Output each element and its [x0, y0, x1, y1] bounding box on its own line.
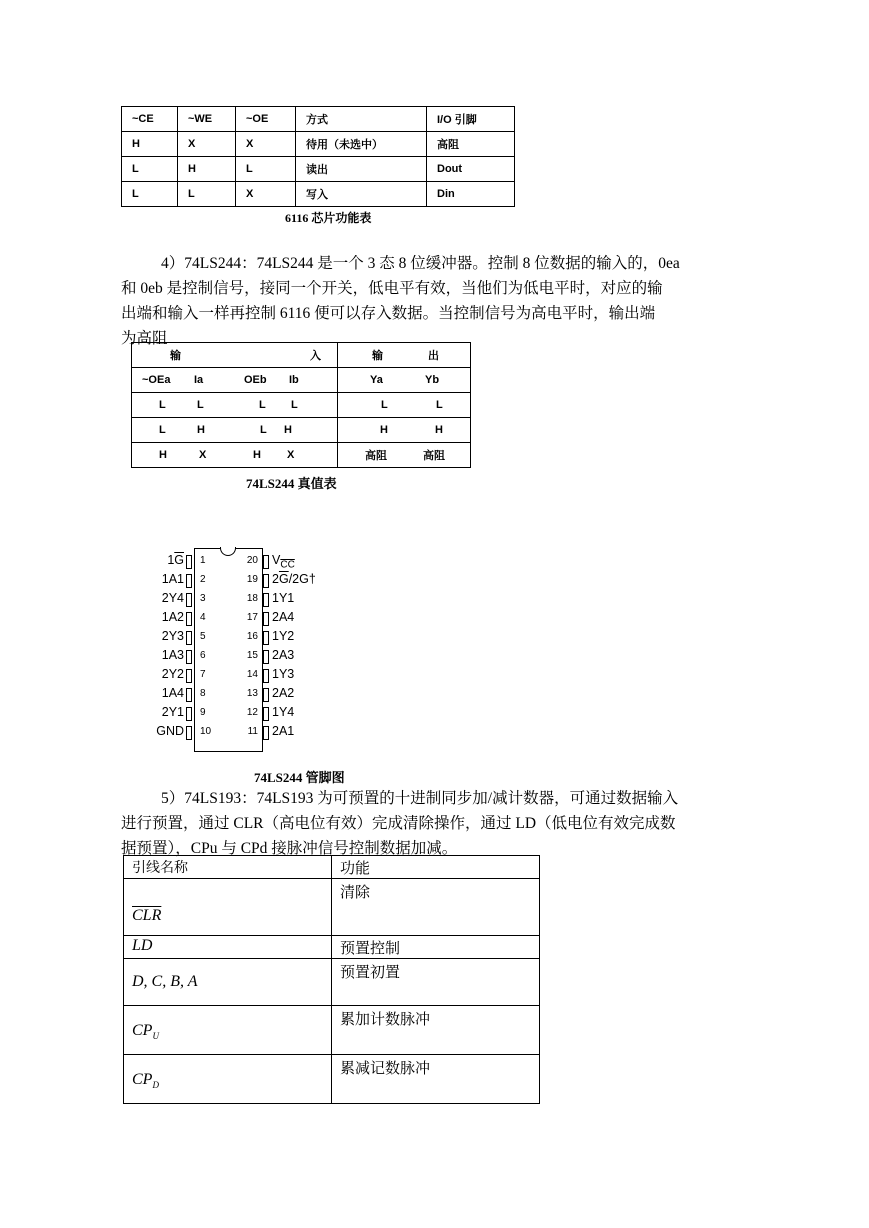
function-cell: 累加计数脉冲 — [332, 1006, 540, 1055]
pin-label: 1Y3 — [272, 667, 295, 681]
truth-value: H — [380, 424, 388, 436]
pin-label: $2\overline{G}/2G\dagger$ — [272, 572, 316, 586]
table-row — [132, 443, 471, 468]
pin-number: 6 — [200, 650, 206, 661]
truth-value: H — [253, 449, 261, 461]
pin-number: 20 — [246, 555, 258, 566]
pin-lead — [186, 593, 192, 607]
table-header-row — [124, 856, 540, 879]
pin-number: 16 — [246, 631, 258, 642]
table-row — [124, 959, 540, 1006]
truth-value: L — [197, 399, 204, 411]
header-cell: 引线名称 — [124, 856, 332, 879]
table-cell: X — [178, 132, 236, 157]
function-cell: 预置控制 — [332, 936, 540, 959]
table-cell: H — [122, 132, 178, 157]
pin-lead — [186, 631, 192, 645]
pin-lead — [186, 707, 192, 721]
pin-label: 2Y2 — [161, 667, 184, 681]
truth-value: L — [291, 399, 298, 411]
subheader-cell: Yb — [425, 374, 440, 386]
chip-pinout-diagram — [140, 545, 360, 755]
header-cell-output — [338, 343, 471, 368]
pin-number: 1 — [200, 555, 206, 566]
table-6116 — [121, 106, 515, 207]
pin-lead — [263, 574, 269, 588]
pin-label: 1A4 — [161, 686, 184, 700]
pin-label: $1\overline{G}$ — [167, 553, 184, 567]
truth-value: L — [259, 399, 266, 411]
table-caption-6116: 6116 芯片功能表 — [285, 211, 372, 225]
pin-lead — [263, 555, 269, 569]
pin-label: 1A2 — [161, 610, 184, 624]
pin-label: GND — [156, 724, 184, 738]
pin-lead — [186, 650, 192, 664]
truth-value: H — [435, 424, 443, 436]
table-row — [124, 936, 540, 959]
pin-name-clr: $\overline{CLR}$ — [132, 907, 162, 924]
function-cell: 累减记数脉冲 — [332, 1055, 540, 1104]
table-cell: H — [178, 157, 236, 182]
pin-lead — [186, 688, 192, 702]
truth-value: 高阻 — [365, 450, 387, 462]
table-cell: 待用（未选中） — [296, 132, 427, 157]
table-row — [122, 157, 515, 182]
header-input-left: 输 — [170, 350, 181, 362]
paragraph-line: 5）74LS193：74LS193 为可预置的十进制同步加/减计数器，可通过数据输入 — [161, 790, 679, 807]
pin-name-ld: LD — [132, 937, 153, 954]
pin-number: 13 — [246, 688, 258, 699]
pin-label: 2A2 — [272, 686, 295, 700]
truth-value: 高阻 — [423, 450, 445, 462]
pin-number: 5 — [200, 631, 206, 642]
pin-lead — [186, 574, 192, 588]
pin-name-dcba: D, C, B, A — [132, 973, 198, 990]
pin-name-cpu: $CP_U$ — [132, 1022, 159, 1042]
paragraph-line: 4）74LS244：74LS244 是一个 3 态 8 位缓冲器。控制 8 位数据的输入的，0ea — [161, 255, 680, 272]
pin-lead — [263, 688, 269, 702]
table-row — [122, 132, 515, 157]
pin-name-cell — [124, 936, 332, 959]
pin-label: 2A4 — [272, 610, 295, 624]
table-cell: L — [236, 157, 296, 182]
header-output-left: 输 — [372, 350, 383, 362]
header-cell: I/O 引脚 — [427, 107, 515, 132]
table-caption-74ls244: 74LS244 真值表 — [246, 476, 337, 491]
table-cell: L — [178, 182, 236, 207]
table-row — [124, 1006, 540, 1055]
pin-lead — [263, 726, 269, 740]
pin-number: 12 — [246, 707, 258, 718]
pin-number: 14 — [246, 669, 258, 680]
pin-name-cell — [124, 879, 332, 936]
table-cell: 读出 — [296, 157, 427, 182]
paragraph-line: 出端和输入一样再控制 6116 便可以存入数据。当控制信号为高电平时，输出端 — [121, 305, 656, 322]
paragraph-74ls193 — [121, 786, 741, 861]
table-cell — [132, 418, 338, 443]
table-74ls244-truth — [131, 342, 471, 468]
paragraph-line: 据预置），CPu 与 CPd 接脉冲信号控制数据加减。 — [121, 840, 458, 857]
table-cell: L — [122, 157, 178, 182]
table-cell — [338, 393, 471, 418]
pin-name-cell — [124, 1006, 332, 1055]
truth-value: H — [197, 424, 205, 436]
table-cell: 写入 — [296, 182, 427, 207]
truth-value: L — [260, 424, 267, 436]
header-cell: ~WE — [178, 107, 236, 132]
pin-lead — [186, 555, 192, 569]
table-cell — [338, 443, 471, 468]
paragraph-74ls244 — [121, 251, 741, 351]
pin-lead — [263, 612, 269, 626]
paragraph-line: 进行预置，通过 CLR（高电位有效）完成清除操作，通过 LD（低电位有效完成数 — [121, 815, 676, 832]
pin-number: 19 — [246, 574, 258, 585]
pin-lead — [263, 631, 269, 645]
subheader-cell: Ib — [289, 374, 299, 386]
truth-value: L — [159, 424, 166, 436]
paragraph-line: 为高阻 — [121, 330, 168, 347]
function-cell: 预置初置 — [332, 959, 540, 1006]
table-cell — [132, 368, 338, 393]
pin-label: 2Y3 — [161, 629, 184, 643]
truth-value: X — [287, 449, 295, 461]
pin-lead — [263, 669, 269, 683]
pin-label: 1A3 — [161, 648, 184, 662]
table-row — [132, 368, 471, 393]
truth-value: H — [159, 449, 167, 461]
table-row — [132, 393, 471, 418]
pin-number: 11 — [247, 726, 258, 737]
table-cell — [338, 368, 471, 393]
pin-name-cell — [124, 959, 332, 1006]
table-row — [124, 879, 540, 936]
paragraph-line: 和 0eb 是控制信号，接同一个开关，低电平有效，当他们为低电平时，对应的输 — [121, 280, 663, 297]
pin-number: 4 — [200, 612, 206, 623]
pin-lead — [263, 707, 269, 721]
pin-label: 2A1 — [272, 724, 295, 738]
pin-label: 1A1 — [161, 572, 184, 586]
function-cell: 清除 — [332, 879, 540, 936]
table-74ls193 — [123, 855, 540, 1104]
pin-label: 1Y1 — [272, 591, 295, 605]
header-cell: 方式 — [296, 107, 427, 132]
pin-label: $V_{\overline{CC}}$ — [272, 553, 295, 571]
pin-lead — [263, 650, 269, 664]
truth-value: X — [199, 449, 207, 461]
subheader-cell: ~OEa — [142, 374, 171, 386]
pin-lead — [186, 612, 192, 626]
truth-value: L — [381, 399, 388, 411]
pin-number: 15 — [246, 650, 258, 661]
pin-number: 3 — [200, 593, 206, 604]
header-cell: ~CE — [122, 107, 178, 132]
header-output-right: 出 — [428, 350, 439, 362]
table-cell: 高阻 — [427, 132, 515, 157]
truth-value: H — [284, 424, 292, 436]
subheader-cell: Ya — [370, 374, 383, 386]
pin-name-cpd: $CP_D$ — [132, 1071, 159, 1091]
table-cell — [132, 443, 338, 468]
pin-label: 1Y2 — [272, 629, 295, 643]
pin-label: 2Y4 — [161, 591, 184, 605]
table-header-row — [122, 107, 515, 132]
table-row — [124, 1055, 540, 1104]
table-row — [122, 182, 515, 207]
table-cell: L — [122, 182, 178, 207]
pin-number: 18 — [246, 593, 258, 604]
header-input-right: 入 — [310, 350, 321, 362]
header-cell: ~OE — [236, 107, 296, 132]
pin-number: 8 — [200, 688, 206, 699]
subheader-cell: OEb — [244, 374, 267, 386]
table-row — [132, 418, 471, 443]
table-cell: Din — [427, 182, 515, 207]
table-header-row — [132, 343, 471, 368]
pin-label: 2Y1 — [161, 705, 184, 719]
table-cell: Dout — [427, 157, 515, 182]
pin-number: 7 — [200, 669, 206, 680]
header-cell-input — [132, 343, 338, 368]
truth-value: L — [159, 399, 166, 411]
pin-lead — [186, 726, 192, 740]
subheader-cell: Ia — [194, 374, 204, 386]
pin-label: 2A3 — [272, 648, 295, 662]
table-cell: X — [236, 182, 296, 207]
diagram-caption-74ls244: 74LS244 管脚图 — [254, 770, 345, 785]
pin-number: 2 — [200, 574, 206, 585]
table-cell — [338, 418, 471, 443]
header-cell: 功能 — [332, 856, 540, 879]
pin-number: 9 — [200, 707, 206, 718]
pin-lead — [186, 669, 192, 683]
pin-lead — [263, 593, 269, 607]
pin-number: 17 — [246, 612, 258, 623]
pin-name-cell — [124, 1055, 332, 1104]
pin-number: 10 — [200, 726, 212, 737]
truth-value: L — [436, 399, 443, 411]
table-cell: X — [236, 132, 296, 157]
pin-label: 1Y4 — [272, 705, 295, 719]
table-cell — [132, 393, 338, 418]
